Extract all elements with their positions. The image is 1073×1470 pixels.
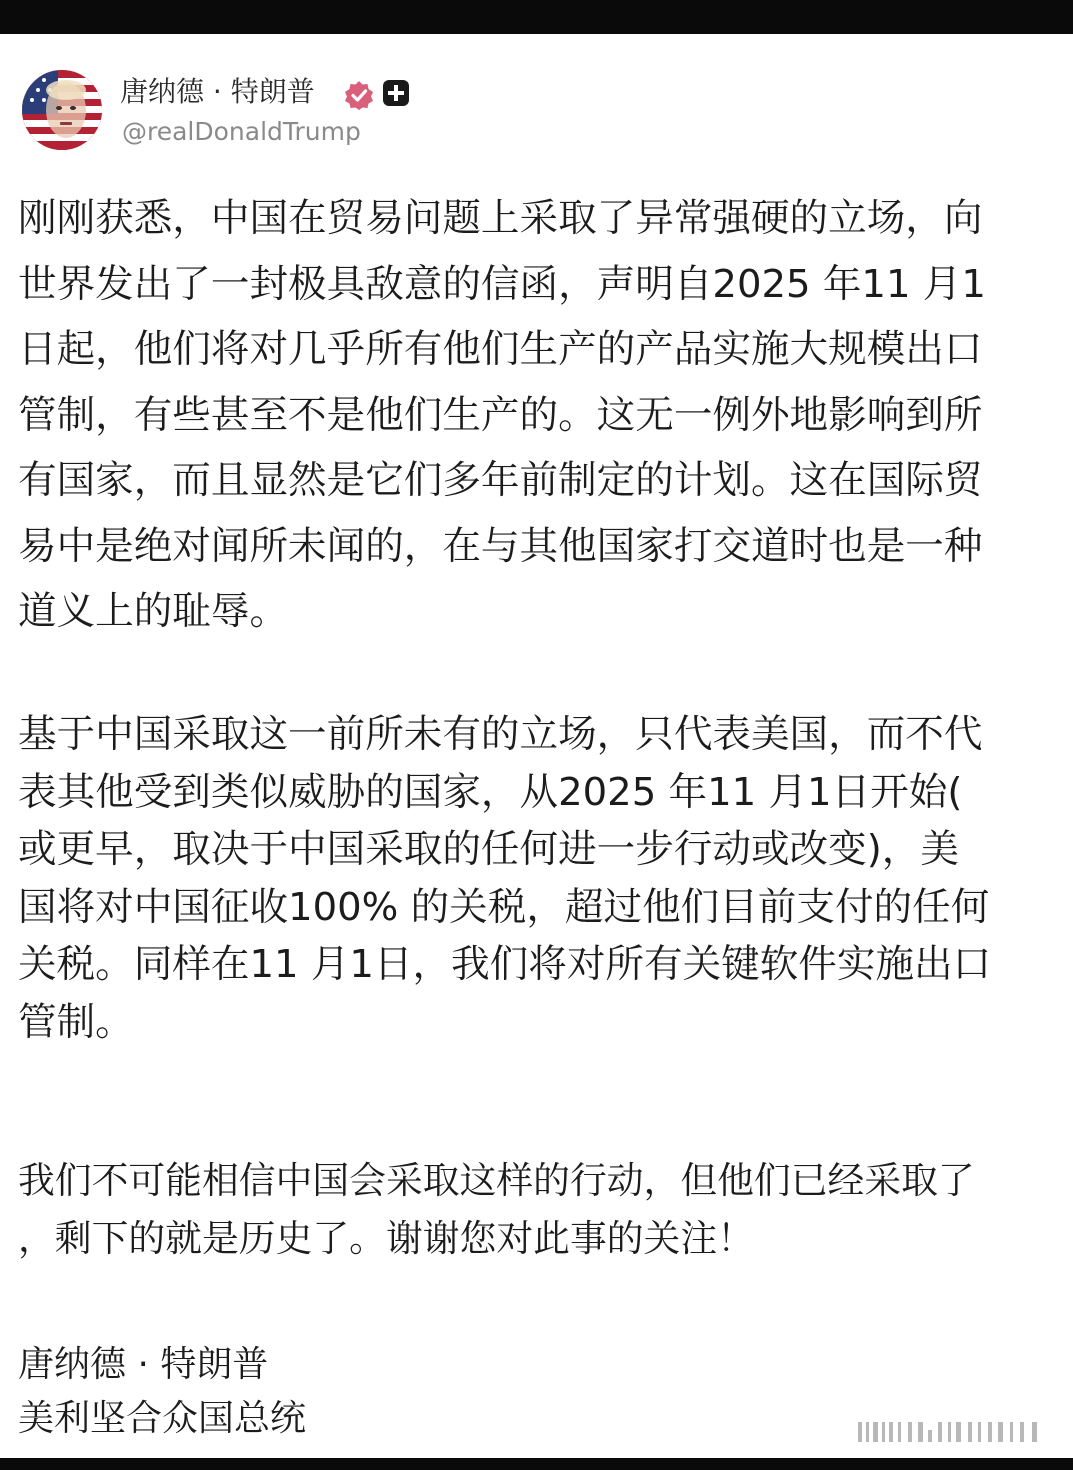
text-line: ，剩下的就是历史了。谢谢您对此事的关注！ <box>18 1217 754 1260</box>
signature-name: 唐纳德 · 特朗普 <box>18 1344 269 1385</box>
text-line: 管制，有些甚至不是他们生产的。这无一例外地影响到所 <box>18 392 983 438</box>
post-signature <box>18 1338 306 1446</box>
text-line: 国将对中国征收100% 的关税，超过他们目前支付的任何 <box>18 884 990 930</box>
text-line: 或更早，取决于中国采取的任何进一步行动或改变)，美 <box>18 827 959 872</box>
verified-badge-icon <box>344 80 374 110</box>
text-line: 我们不可能相信中国会采取这样的行动，但他们已经采取了 <box>18 1159 975 1202</box>
flag-portrait-avatar-icon <box>22 70 102 150</box>
post-paragraph-3 <box>18 1152 1058 1268</box>
post-paragraph-1 <box>18 186 1058 645</box>
text-line: 日起，他们将对几乎所有他们生产的产品实施大规模出口 <box>18 327 983 372</box>
post-paragraph-2 <box>18 706 1058 1051</box>
text-line: 管制。 <box>18 999 134 1045</box>
text-line: 有国家，而且显然是它们多年前制定的计划。这在国际贸 <box>18 458 983 503</box>
plus-square-icon[interactable] <box>382 79 410 107</box>
corner-watermark-icon <box>856 1416 1048 1446</box>
user-handle[interactable]: @realDonaldTrump <box>122 117 361 146</box>
top-frame-bar <box>0 0 1073 34</box>
text-line: 易中是绝对闻所未闻的，在与其他国家打交道时也是一种 <box>18 523 983 569</box>
avatar[interactable] <box>22 70 102 150</box>
text-line: 表其他受到类似威胁的国家，从2025 年11 月1日开始( <box>18 769 963 815</box>
text-line: 道义上的耻辱。 <box>18 589 289 634</box>
text-line: 世界发出了一封极具敌意的信函，声明自2025 年11 月1 <box>18 261 986 307</box>
signature-title: 美利坚合众国总统 <box>18 1398 307 1439</box>
text-line: 刚刚获悉，中国在贸易问题上采取了异常强硬的立场，向 <box>18 196 983 241</box>
bottom-frame-bar <box>0 1458 1073 1470</box>
text-line: 关税。同样在11 月1日，我们将对所有关键软件实施出口 <box>18 942 992 987</box>
text-line: 基于中国采取这一前所未有的立场，只代表美国，而不代 <box>18 712 983 757</box>
post-header <box>22 68 922 152</box>
display-name[interactable]: 唐纳德 · 特朗普 <box>120 75 315 108</box>
